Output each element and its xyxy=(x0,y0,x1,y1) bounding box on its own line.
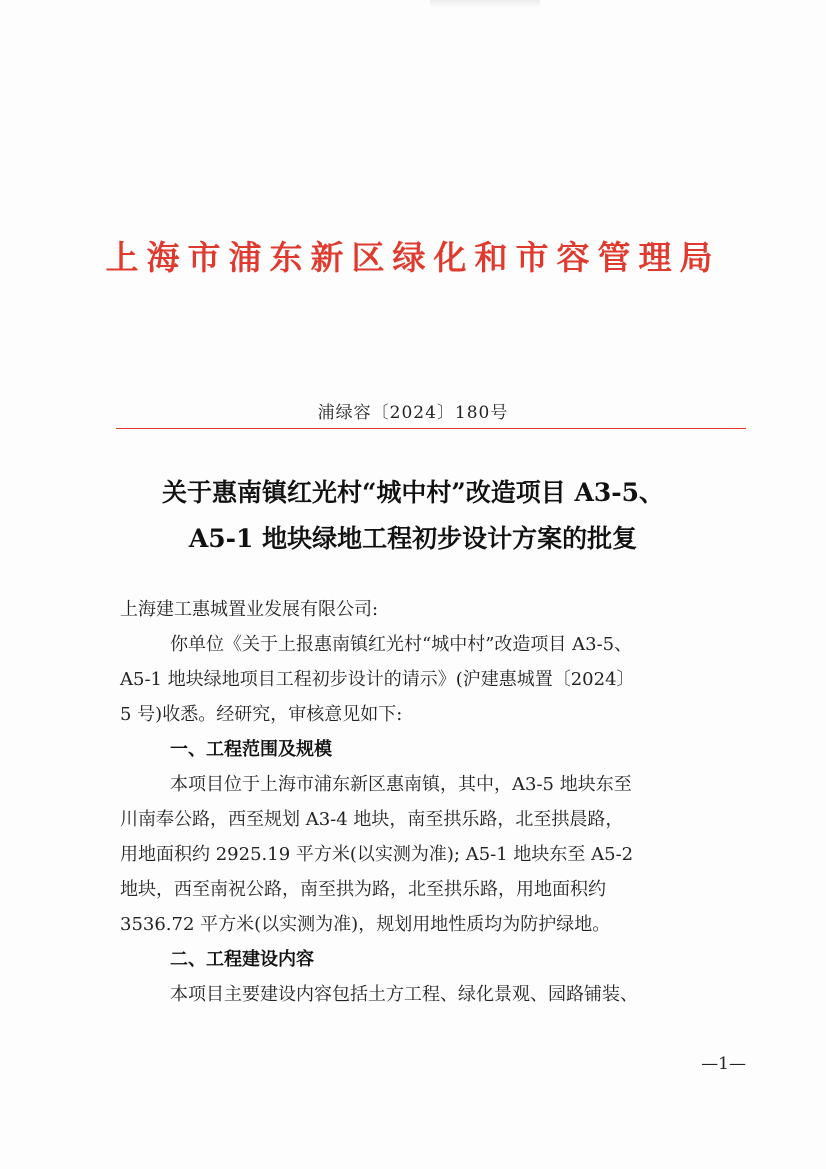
paragraph-line: 本项目位于上海市浦东新区惠南镇，其中，A3-5 地块东至 xyxy=(170,774,632,795)
document-number: 浦绿容〔2024〕180号 xyxy=(317,403,509,423)
intro-line: A5-1 地块绿地项目工程初步设计的请示》(沪建惠城置〔2024〕 xyxy=(120,669,635,690)
intro-line: 你单位《关于上报惠南镇红光村“城中村”改造项目 A3-5、 xyxy=(170,634,633,655)
title-line-1: 关于惠南镇红光村“城中村”改造项目 A3-5、 xyxy=(161,478,665,507)
document-body xyxy=(120,592,755,1012)
paragraph-line: 地块，西至南祝公路，南至拱为路，北至拱乐路，用地面积约 xyxy=(120,879,606,900)
scan-artifact xyxy=(430,0,540,8)
agency-header: 上海市浦东新区绿化和市容管理局 xyxy=(105,238,721,277)
section-heading-scope: 一、工程范围及规模 xyxy=(170,739,332,760)
addressee: 上海建工惠城置业发展有限公司: xyxy=(120,599,379,620)
paragraph-line: 川南奉公路，西至规划 A3-4 地块，南至拱乐路，北至拱晨路， xyxy=(120,809,624,830)
red-divider-line xyxy=(116,428,746,429)
intro-line: 5 号)收悉。经研究，审核意见如下: xyxy=(120,704,403,725)
document-title xyxy=(0,470,826,562)
paragraph-line: 用地面积约 2925.19 平方米(以实测为准); A5-1 地块东至 A5-2 xyxy=(120,844,634,865)
page-number: —1— xyxy=(701,1054,746,1074)
paragraph-line: 3536.72 平方米(以实测为准)，规划用地性质均为防护绿地。 xyxy=(120,914,611,935)
title-line-2: A5-1 地块绿地工程初步设计方案的批复 xyxy=(188,524,638,553)
section-heading-content: 二、工程建设内容 xyxy=(170,949,314,970)
paragraph-line: 本项目主要建设内容包括土方工程、绿化景观、园路铺装、 xyxy=(170,984,638,1005)
